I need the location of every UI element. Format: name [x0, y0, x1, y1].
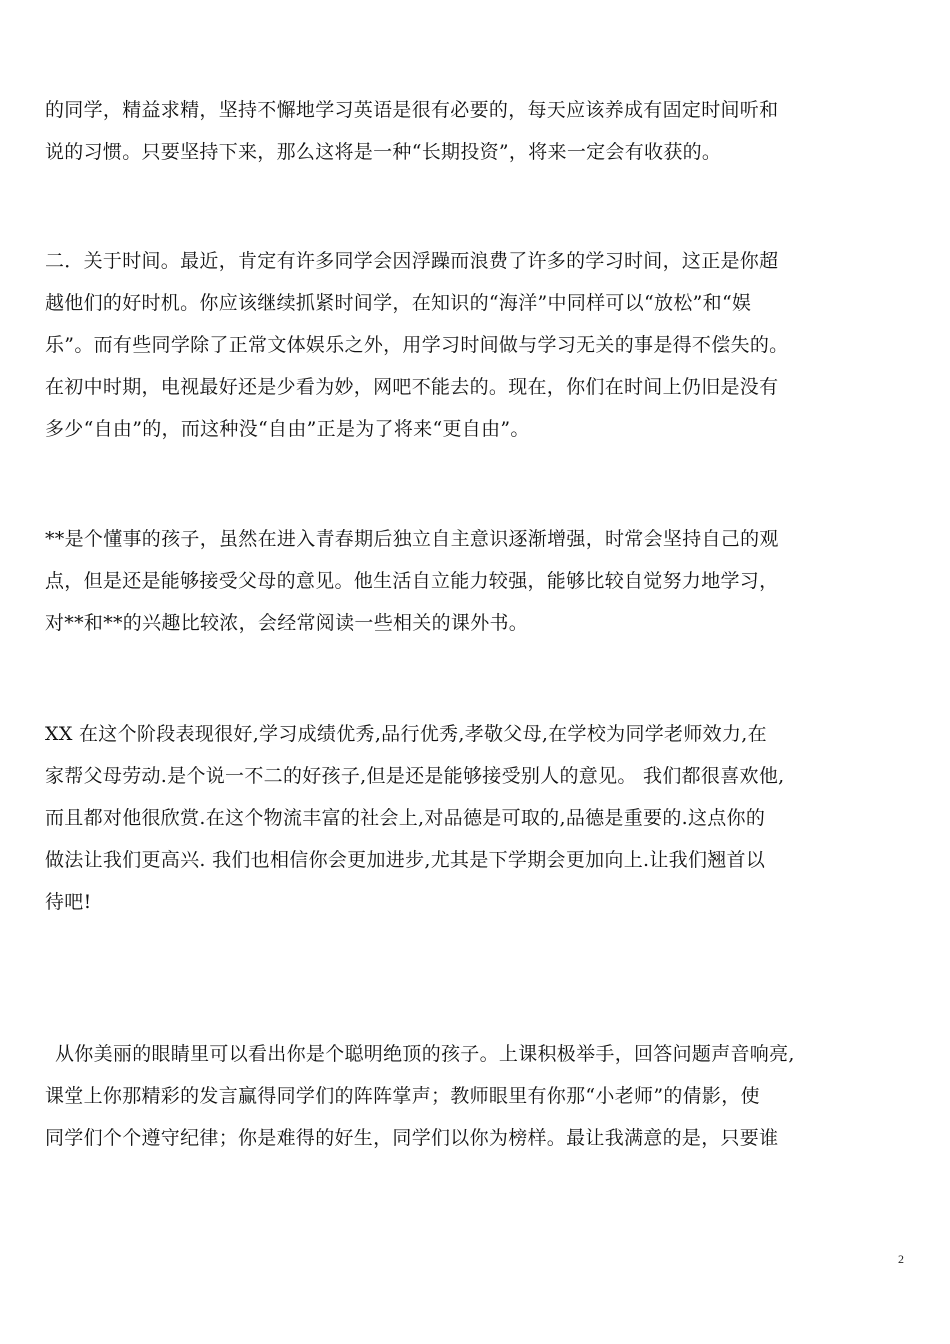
paragraph-english-study [45, 89, 915, 173]
paragraph-good-performance [45, 713, 915, 923]
text-line: 的同学，精益求精，坚持不懈地学习英语是很有必要的，每天应该养成有固定时间听和 [45, 99, 779, 121]
text-line: 越他们的好时机。你应该继续抓紧时间学，在知识的“海洋”中同样可以“放松”和“娱 [45, 292, 752, 314]
text-line: XX 在这个阶段表现很好,学习成绩优秀,品行优秀,孝敬父母,在学校为同学老师效力,在 [45, 723, 767, 745]
text-line: 同学们个个遵守纪律；你是难得的好生，同学们以你为榜样。最让我满意的是，只要谁 [45, 1127, 779, 1149]
text-line: 对**和**的兴趣比较浓，会经常阅读一些相关的课外书。 [45, 612, 529, 634]
text-line: 点，但是还是能够接受父母的意见。他生活自立能力较强，能够比较自觉努力地学习， [45, 570, 779, 592]
text-line: 乐”。而有些同学除了正常文体娱乐之外，用学习时间做与学习无关的事是得不偿失的。 [45, 334, 789, 356]
text-line: 从你美丽的眼睛里可以看出你是个聪明绝顶的孩子。上课积极举手，回答问题声音响亮, [55, 1043, 795, 1065]
text-line: 说的习惯。只要坚持下来，那么这将是一种“长期投资”，将来一定会有收获的。 [45, 141, 722, 163]
text-line: 在初中时期，电视最好还是少看为妙，网吧不能去的。现在，你们在时间上仍旧是没有 [45, 376, 779, 398]
paragraph-sensible-child [45, 518, 915, 644]
page-number: 2 [898, 1252, 904, 1266]
text-line: 家帮父母劳动.是个说一不二的好孩子,但是还是能够接受别人的意见。 我们都很喜欢他, [45, 765, 785, 787]
text-line: 待吧! [45, 891, 92, 913]
paragraph-about-time [45, 240, 915, 450]
text-line: 做法让我们更高兴. 我们也相信你会更加进步,尤其是下学期会更加向上.让我们翘首以 [45, 849, 766, 871]
text-line: 而且都对他很欣赏.在这个物流丰富的社会上,对品德是可取的,品德是重要的.这点你的 [45, 807, 766, 829]
text-line: 课堂上你那精彩的发言赢得同学们的阵阵掌声；教师眼里有你那“小老师”的倩影，使 [45, 1085, 760, 1107]
text-line: 多少“自由”的，而这种没“自由”正是为了将来“更自由”。 [45, 418, 530, 440]
text-line: 二．关于时间。最近，肯定有许多同学会因浮躁而浪费了许多的学习时间，这正是你超 [45, 250, 779, 272]
paragraph-bright-eyes [45, 1033, 915, 1159]
text-line: **是个懂事的孩子，虽然在进入青春期后独立自主意识逐渐增强，时常会坚持自己的观 [45, 528, 779, 550]
